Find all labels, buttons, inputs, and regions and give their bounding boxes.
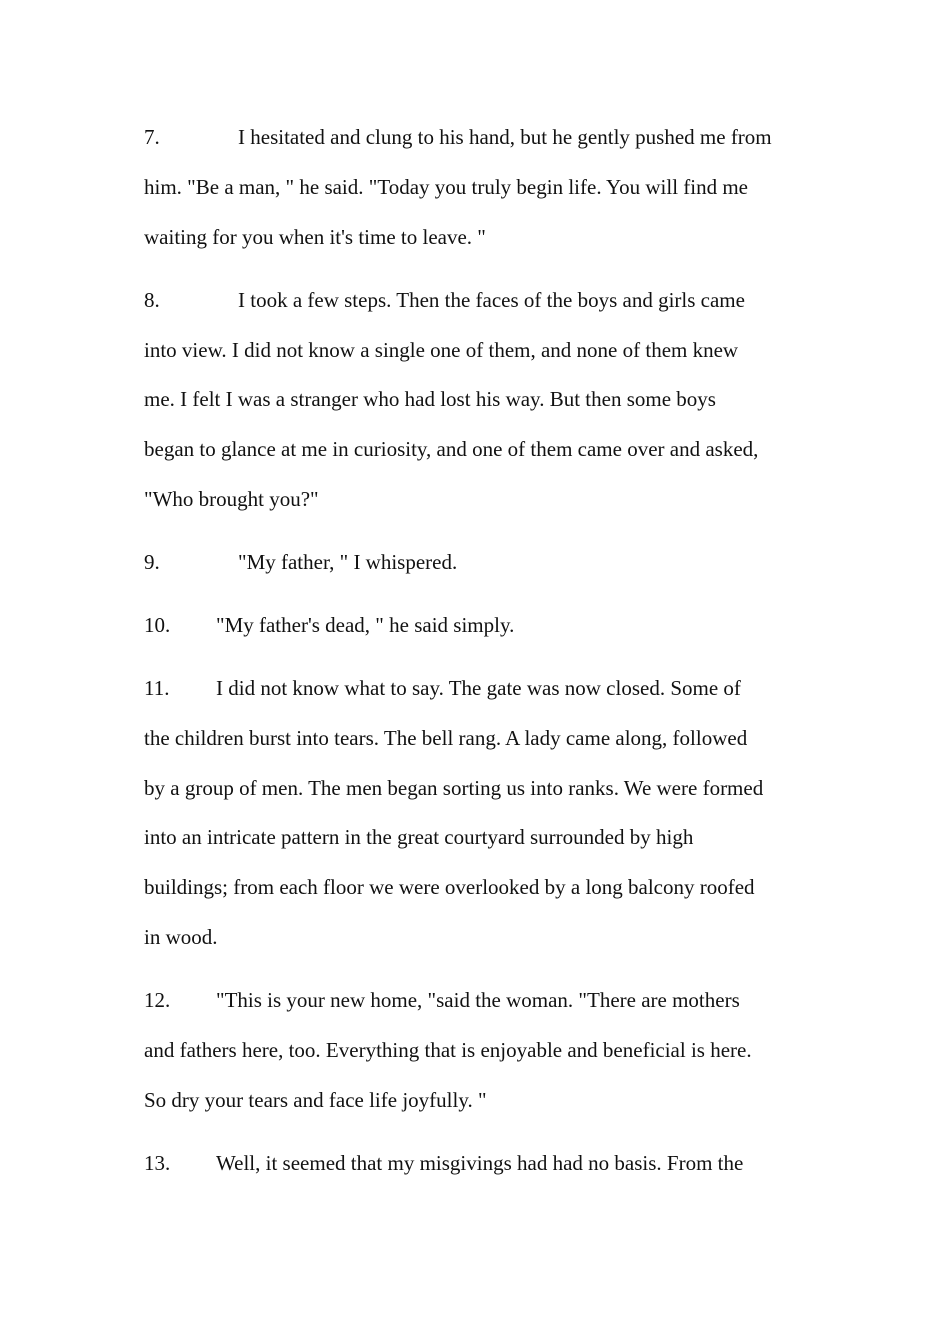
paragraph-line: the children burst into tears. The bell rang. A lady came along, followed — [144, 726, 748, 750]
paragraph-line: "This is your new home, "said the woman. "There are mothers — [216, 988, 740, 1012]
paragraph-line: So dry your tears and face life joyfully. " — [144, 1088, 487, 1112]
paragraph-line: into an intricate pattern in the great courtyard surrounded by high — [144, 825, 694, 849]
paragraph-line: I hesitated and clung to his hand, but he gently pushed me from — [238, 125, 772, 149]
paragraph-line: "My father, " I whispered. — [238, 550, 458, 574]
paragraph-line: Well, it seemed that my misgivings had had no basis. From the — [216, 1151, 744, 1175]
paragraph-line: I took a few steps. Then the faces of the boys and girls came — [238, 288, 745, 312]
paragraph-line: in wood. — [144, 925, 218, 949]
paragraph-line: and fathers here, too. Everything that is enjoyable and beneficial is here. — [144, 1038, 752, 1062]
paragraph-line: me. I felt I was a stranger who had lost his way. But then some boys — [144, 387, 716, 411]
paragraph-line: by a group of men. The men began sorting us into ranks. We were formed — [144, 776, 764, 800]
paragraph-number: 10. — [144, 613, 171, 637]
paragraph-line: into view. I did not know a single one of them, and none of them knew — [144, 338, 739, 362]
paragraph-number: 8. — [144, 288, 160, 312]
paragraph-line: him. "Be a man, " he said. "Today you truly begin life. You will find me — [144, 175, 749, 199]
paragraph-line: buildings; from each floor we were overlooked by a long balcony roofed — [144, 875, 755, 899]
paragraph-line: "Who brought you?" — [144, 487, 319, 511]
paragraph-line: I did not know what to say. The gate was now closed. Some of — [216, 676, 741, 700]
paragraph-number: 12. — [144, 988, 171, 1012]
paragraph-number: 11. — [144, 676, 170, 700]
paragraph-number: 9. — [144, 550, 160, 574]
paragraph-number: 7. — [144, 125, 160, 149]
paragraph-line: "My father's dead, " he said simply. — [216, 613, 515, 637]
paragraph-number: 13. — [144, 1151, 171, 1175]
paragraph-line: began to glance at me in curiosity, and one of them came over and asked, — [144, 437, 759, 461]
paragraph-line: waiting for you when it's time to leave. " — [144, 225, 486, 249]
